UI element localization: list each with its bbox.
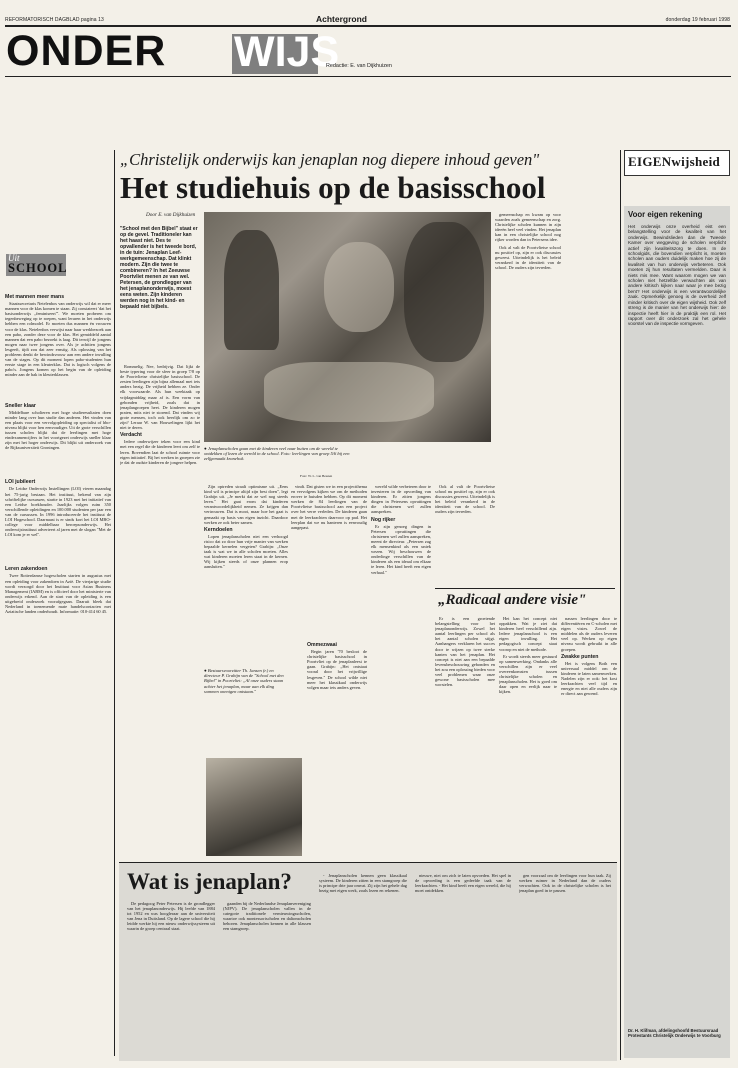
news-text: De Leidse Onderwijs Instellingen (LOI) vieren maandag het 75-jarig bestaan. Het instituut, bekend van zijn schriftelijke cursussen, startte in 1923 met het initiatief van een Leidse boekhouder. Jaarlijks volgen ruim 350 verschillende opleidingen en 100.000 studenten per jaar een van de cursussen. In 1996 introduceerde het instituut de LOI Hogeschool. Daarnaast is er sinds kort het LOI MBO-college voor middelbaar beroepsonderwijs. Het onderwijsinstituut adverteert al jaren met de slogan "Met de LOI kom je er wel". <box>5 486 111 538</box>
article-text: Ook al valt de Poortvlietse school nu positief op, zijn er ook discussies geweest. Uiteindelijk is het beleid verankerd in de identiteit van de school. De ouders zijn tevreden. <box>435 484 495 515</box>
radicaal-col3 <box>561 616 617 856</box>
article-text: wereld wilde verbeteren door te investeren in de opvoeding van kinderen. Er zitten jongens dingen in Petersens opvattingen die christenen wel zullen aanspreken. <box>371 484 431 515</box>
article-text: Er wordt steeds meer gestuurd op samenwerking. Ondanks alle verschillen zijn er veel overeenkomsten tussen christelijke scholen en jenaplanscholen. Het is goed om daar open en eerlijk naar te kijken. <box>499 653 557 695</box>
wat-text: - Jenaplanscholen kennen geen klassikaal systeem. De kinderen zitten in een stamgroep die is principe drie jaar omvat. Zij zijn het gehele dag bezig met eigen werk, zoals lezen en rekenen. <box>319 873 407 894</box>
article-col4b <box>435 484 495 584</box>
subheading-nog-rijker: Nog rijker <box>371 516 396 523</box>
article-col2b <box>291 484 367 634</box>
article-col2 <box>204 484 288 634</box>
news-text: Staatssecretaris Netelenbos van onderwijs wil dat er meer mannen voor de klas komen te staan. Zij constateert 'dat het basisonderwijs „feminiseert"'. We moeten proberen om tegenbeweging op te roepen, want leraren in het onderwijs hebben een rolmodel. Er moeten dus mannen én vrouwen voor de klas. Netelenbos verwijst naar haar werkbezoek aan een pabo, zonder deze voor de klas. Het gemiddeld aantal mannen dat een pabo bezoekt is laag. Dit terwijl de jongens mogen naar twee jongens over. Als je achttien jongens lesgeeft, tijdt zou dat zeer ernstig. Als oplossing van het probleem denkt de bewindsvrouw aan een andere invulling van de stages. Op dit moment lopen pabo-studenten hun eerste stage in een kleuterklas. Dat is logisch volgens de pabo's. Jongens komen op het begin van de opleiding minder aan de bak in kleuterklassen. <box>5 301 111 378</box>
rubric-editor: Redactie: E. van Dijkhuizen <box>326 63 392 69</box>
uit-label: Uit <box>8 253 20 263</box>
section-name: Achtergrond <box>316 14 367 24</box>
school-label: SCHOOL <box>8 261 68 275</box>
rubric-rule <box>5 76 731 77</box>
subheading-ommezwaai: Ommezwaai <box>307 642 337 648</box>
photo-caption: ● Jenaplanscholen gaan met de kinderen veel naar buiten om de wereld te ontdekken of lezen de wereld in de school. Foto: leerlingen van groep 5/6 bij een zelfgemaakt kranehok. <box>204 446 350 462</box>
photo-credit: Foto: W. L. van Beuzen <box>300 474 333 478</box>
wat-text: De pedagoog Peter Petersen is de grondlegger van het jenaplanonderwijs. Hij leefde van 1884 tot 1952 en was hoogleraar aan de universiteit van Jena in Duitsland. Op de lagere school die hij leidde werkte hij een nieuw onderwijssysteem uit waarin de groep centraal staat. <box>127 901 215 932</box>
quote-caption: ● Bestuursvoorzitter Th. Jansen (r.) en directeur P. Grabijn van de "School met den Bijbel" in Poortvliet: „Al onze ouders staan achter het jenaplan, maar aan elk ding sommen onenigen ontstaan." <box>204 668 284 694</box>
radicaal-col1 <box>435 616 495 856</box>
eigen-wijsheid-logo <box>624 150 730 176</box>
wat-col3 <box>319 873 407 1057</box>
article-text: Rommelig. Nee, bedrijvig. Dat lijkt de beste typering voor de sfeer in groep 7/8 op de Poortvlietse christelijke basisschool. De zesten leerlingen zijn bijna allemaal met iets anders bezig. De vrijheid hebben ze. Onder elk voorwaarde. Als hun weektaak op vrijdagmiddag maar af is. Een vorm van gebonden vrijheid, zoals dat in jenaplangroepen heet. De kinderen mogen praten, mits niet te storend. Dat vinden wij grote mensen, toch ook heerlijk om zo te zijn? Leraar W. van Houwelingen lijkt het niet te deren. <box>120 364 200 431</box>
wat-heading: Wat is jenaplan? <box>127 869 292 894</box>
news-title: Sneller klaar <box>5 402 36 409</box>
subheading-zwakke-punten: Zwakke punten <box>561 653 599 660</box>
wat-is-jenaplan-box <box>119 862 617 1061</box>
article-text: Ook al valt de Poortvlietse school nu positief op, zijn er ook discussies geweest. Uiteindelijk is het beleid verankerd in de identiteit van de school. De ouders zijn tevreden. <box>495 244 561 270</box>
article-text: nassen leerlingen door te differentiëren en C-scholen met eigen visies. Zowel de middelen als de ouders leveren veel op. Werken op eigen niveau wordt gebruikt in alle groepen. <box>561 616 617 652</box>
paper-name: REFORMATORISCH DAGBLAD pagina 13 <box>5 17 104 23</box>
wat-col1 <box>127 901 215 1057</box>
article-text: gemeenschap en kwam op voor waarden zoals gemeenschap en zorg. Christelijke scholen kunnen in zijn ideeën heel veel vinden. Het jenaplan kan in een christelijke school nog rijker worden dan in Petersens idee. <box>495 212 561 243</box>
article-col5-top <box>495 212 561 478</box>
subheading-verdacht: Verdacht <box>120 432 142 439</box>
classroom-photo <box>204 212 491 442</box>
eigen-wijsheid-box <box>624 206 730 1058</box>
uit-school-column <box>5 292 111 1056</box>
wat-text: gaanden bij de Nederlandse Jenaplanvereniging (NJPV). De jenaplanscholen vallen in de categorie traditionele vernieuwingsscholen, waartoe ook montessorischolen en daltonscholen behoren. Jenaplanscholen kennen in alle klassen een stamgroep. <box>223 901 311 932</box>
subheading-kerndoelen: Kerndoelen <box>204 526 233 533</box>
article-text: Er zijn genoeg dingen in Petersen opvattingen die christenen wel zullen aanspreken, meent de directeur. „Petersen zag elk mensenkind als een uniek wezen. Wij beschouwen de onderlinge verschillen van de kinderen als een ideaal om elkaar te leren. Het kind heeft een eigen verhaal." <box>371 523 431 575</box>
byline: Door E. van Dijkhuizen <box>146 212 196 218</box>
news-title: LOI jubileert <box>5 479 36 486</box>
article-text: Iedere onderwijzer teken voor een kind met een regel die de kinderen leert om zelf te leren. Bovendien laat de school ruimte voor eigen initiatief. Bij het werken in groepen zie je dat de oudste kinderen de jongere helpen. <box>120 439 200 465</box>
wat-text: nieuwe, niet om zich te laten opvoeden. Het spel in de opvoeding is een gedeelde taak van de leerkrachten. - Het kind heeft een eigen wereld, die hij moet ontdekken. <box>415 873 511 894</box>
right-column-divider <box>620 150 621 1060</box>
news-title: Leren zakendoen <box>5 566 48 573</box>
opinion-signature: Dr. H. Klifman, afdelingshoofd Bestuursraad Protestants Christelijk Onderwijs te Voorburg <box>628 1028 721 1038</box>
article-text: Er is een groeiende belangstelling voor het jenaplanonderwijs. Zowel het aantal leerlingen per school als het aantal scholen stijgt. Aanhangers verklaren het succes door te wijzen op twee sterke kanten van het jenaplan. Het concept is niet aan een bepaalde levensbeschouwing gebonden en het zou een oplossing bieden voor veel problemen waar onze gewone basisscholen mee worstelen. <box>435 616 495 688</box>
news-text: Twee Rotterdamse hogescholen starten in augustus met een opleiding voor zakendoen in Azië. De vierjarige studie wordt verzorgd door het Instituut voor Asian Business Management (IABM) en is officieel door het ministerie van onderwijs erkend. Aan de start van de opleiding is een uitgebreid onderzoek voorafgegaan. Daaruit bleek dat Nederland in toenemende mate handelscontacten met Aziatische landen onderhoudt. Informatie: 010-414 60 45. <box>5 573 111 615</box>
portrait-photo <box>206 758 302 856</box>
wat-col5 <box>519 873 611 1057</box>
headline-title: Het studiehuis op de basisschool <box>120 170 546 205</box>
radicaal-col2 <box>499 616 557 856</box>
opinion-text: Het onderwijs onze overheid eist een belangstelling voor de kwaliteit van het onderwijs. Bewindslieden dan de Tweede Kamer over weggeving de scholen verplicht actief zijn kwaliteitszorg te doen. In de schoolgids, die bovendien verplicht is, moeten scholen aan ouders duidelijk maken hoe zij de kwaliteit van hun onderwijs verbeteren. Ook moeten zij hun resultaten vermelden. Daar is niets mis mee. Want waarom mogen we van scholen niet hetzelfde verwachten als van andere kritisch kijken naar waar je mee bezig bent? Het onderwijs is een verantwoordelijke zaak. Opmerkelijk genoeg is de overheid zelf minder kritisch over de eigen wijsheid. Ook zelf streng is de manier van het onderwijs hier: de inspectie heeft hier in de praktijk een rol. Het rapport over dit onderzoek zal het gehele voorstel van de inspectie vormgeven. <box>628 224 726 327</box>
rubric-wijs: WIJS <box>234 28 340 76</box>
uit-school-logo <box>6 254 66 276</box>
wat-col4 <box>415 873 511 1057</box>
rubric-onder: ONDER <box>6 27 167 75</box>
headline-kicker: „Christelijk onderwijs kan jenaplan nog diepere inhoud geven" <box>120 150 540 169</box>
opinion-title: Voor eigen rekening <box>628 210 703 219</box>
article-col3 <box>307 640 367 856</box>
article-text: Het kan het concept niet oppakken. Wat je ziet dat kinderen heel verschillend zijn. Iedere jenaplanschool is een eigen invulling. Het pedagogisch concept staat voorop en niet de methode. <box>499 616 557 652</box>
article-text: Het is volgens Both een universaal middel om de kinderen te laten samenwerken. Nadelen zijn er ook: het kost leerkrachten veel tijd en energie en niet alle ouders zijn er direct aan gewend. <box>561 660 617 697</box>
news-title: Met mannen meer mans <box>5 294 65 300</box>
eigen-wijsheid-logo-text: EIGENwijsheid <box>628 154 721 169</box>
radicaal-heading: „Radicaal andere visie" <box>438 592 587 608</box>
lead-text: "School met den Bijbel" staat er op de gevel. Traditioneler kan het haast niet. Des te opvallender is het tweede bord, in de tuin: Jenaplan Leef-werkgemeenschap. Dat klinkt modern. Zijn die twee te combineren? In het Zeeuwse Poortvliet menen ze van wel. Petersen, de grondlegger van het jenaplanonderwijs, moest eens weten. Zijn kinderen werden nog in het kind- en bepaald niet bijbels. <box>120 226 198 310</box>
article-col4 <box>371 484 431 856</box>
radicaal-rule <box>435 588 615 589</box>
wat-col2 <box>223 901 311 1057</box>
wat-text: gen voorzaal om de leerlingen voor hun taak. Zij werken ruimer in Nederland dan de ouders verwachten. Ook in de christelijke scholen is het jenaplan goed in te passen. <box>519 873 611 894</box>
article-text: Zijn optreden straalt optimisme uit. „Eens kind wil is principe altijd zijn best doen", legt Grabijn uit. „Je merkt dat ze wel nog steeds leren." Het gaat erom dat kinderen verantwoordelijkheid nemen. Ze krijgen dan vertrouwen. Dat is mooi, maar hoe het gaat is gemaakt op basis van eigen inzicht. Daardoor werken ze ook beter samen. <box>204 484 288 525</box>
article-text: Begin jaren '70 besloot de christelijke basisschool in Poortvliet op de jenaplanleest te gaan. Grabijn: „Het ontstaat vooral door het vrijwillige lesgeven." De school wilde niet meer het klassikaal onderwijs volgen maar iets anders geven. <box>307 649 367 690</box>
sidebar-divider <box>114 150 115 1056</box>
article-col1 <box>120 364 200 858</box>
news-text: Middelbare scholieren met hoge studieresultaten doen minder lang over hun studie dan anderen. Het vinden van een plaats voor een vervolgopleiding op specialist of hbo-niveau blijkt voor hen eenvoudiger. Uit de grote verschillen tussen scholen blijkt dat de leerlingen met hoge eindexamencijfers in het voortgezet onderwijs sneller klaar zijn met het hoger onderwijs. Dit blijkt uit onderzoek van de Rijksuniversiteit Groningen. <box>5 409 111 451</box>
page-date: donderdag 19 februari 1998 <box>665 17 730 23</box>
article-text: vindt. Dat gisten we in een projectthema en vervolgens kijken we om de methoden erover te huisden hebben. Op dit moment werken de 84 leerlingen van de Poortvlietse basisschool aan een project over het verre verleden. De kinderen gaan met de leerkrachten daarvoor op pad. Het leerplan dat we nu hanteren is eenvoudig aangepast. <box>291 484 367 530</box>
article-text: Lopen jenaplanscholen niet een verhoogd risico dat zo door hun vrije manier van werken bepaalde kernelen vergeten? Grabijn: „Onze taak is wat we in alle scholen moeten. Alles wat kinderen moeten leren staat in de kernen. Wij kijken steeds of onze plannen erop aansluiten." <box>204 533 288 570</box>
